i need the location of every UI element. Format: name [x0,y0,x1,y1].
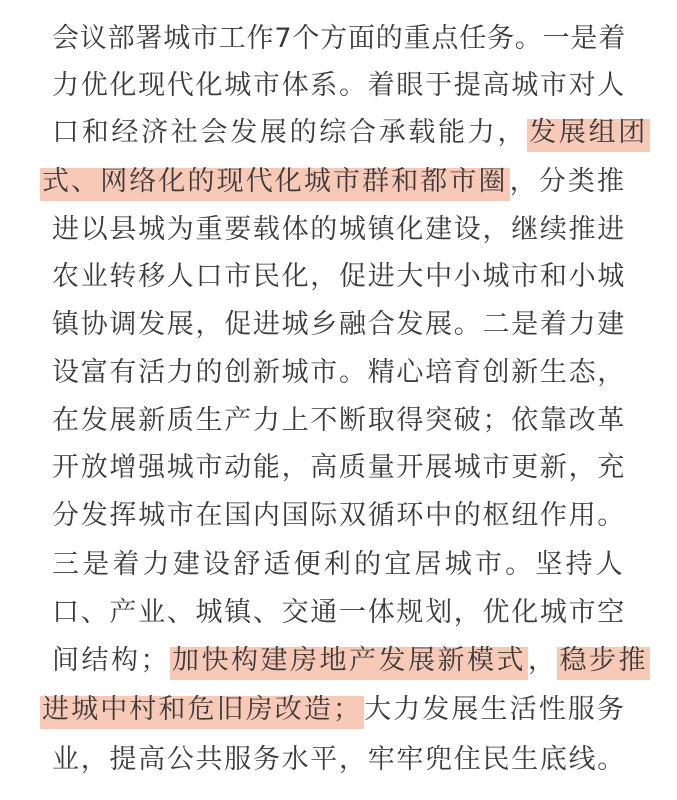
highlighted-text: 稳步推 [557,636,650,686]
text-segment: ，分类推 [509,166,626,197]
text-segment: 力优化现代化城市体系。着眼于提高城市对人 [52,70,626,101]
highlighted-text: 式、网络化的现代化城市群和都市圈 [40,157,510,207]
text-line [0,108,677,158]
text-line [0,491,677,541]
text-segment: 大力发展生活性服务 [364,694,626,725]
text-line [0,348,677,398]
text-line [0,252,677,302]
text-line [0,300,677,350]
text-segment: 在发展新质生产力上不断取得突破；依靠改革 [52,405,626,436]
text-segment: 镇协调发展，促进城乡融合发展。二是着力建 [52,309,626,340]
text-segment: 三是着力建设舒适便利的宜居城市。坚持人 [52,549,626,580]
text-segment: 农业转移人口市民化，促进大中小城市和小城 [52,261,626,292]
text-line [0,205,677,255]
text-segment: 分发挥城市在国内国际双循环中的枢纽作用。 [52,500,626,531]
text-segment: 口、产业、城镇、交通一体规划，优化城市空 [52,597,626,628]
text-segment: 业，提高公共服务水平，牢牢兜住民生底线。 [52,744,626,775]
highlighted-text: 加快构建房地产发展新模式 [170,636,528,686]
text-line [0,61,677,111]
text-segment: 间结构； [52,645,170,676]
text-line [0,14,677,64]
text-line [0,636,677,686]
text-segment: 开放增强城市动能，高质量开展城市更新，充 [52,452,626,483]
text-line [0,735,677,785]
text-segment: ， [527,645,558,676]
text-segment: 会议部署城市工作7个方面的重点任务。一是着 [52,23,626,54]
text-line [0,157,677,207]
text-line [0,396,677,446]
text-line [0,685,677,735]
text-line [0,540,677,590]
text-segment: 口和经济社会发展的综合承载能力， [52,117,528,148]
highlighted-text: 进城中村和危旧房改造； [40,685,364,735]
text-segment: 设富有活力的创新城市。精心培育创新生态， [52,357,626,388]
text-line [0,443,677,493]
text-line [0,588,677,638]
highlighted-text: 发展组团 [527,108,650,158]
text-segment: 进以县城为重要载体的城镇化建设，继续推进 [52,214,626,245]
